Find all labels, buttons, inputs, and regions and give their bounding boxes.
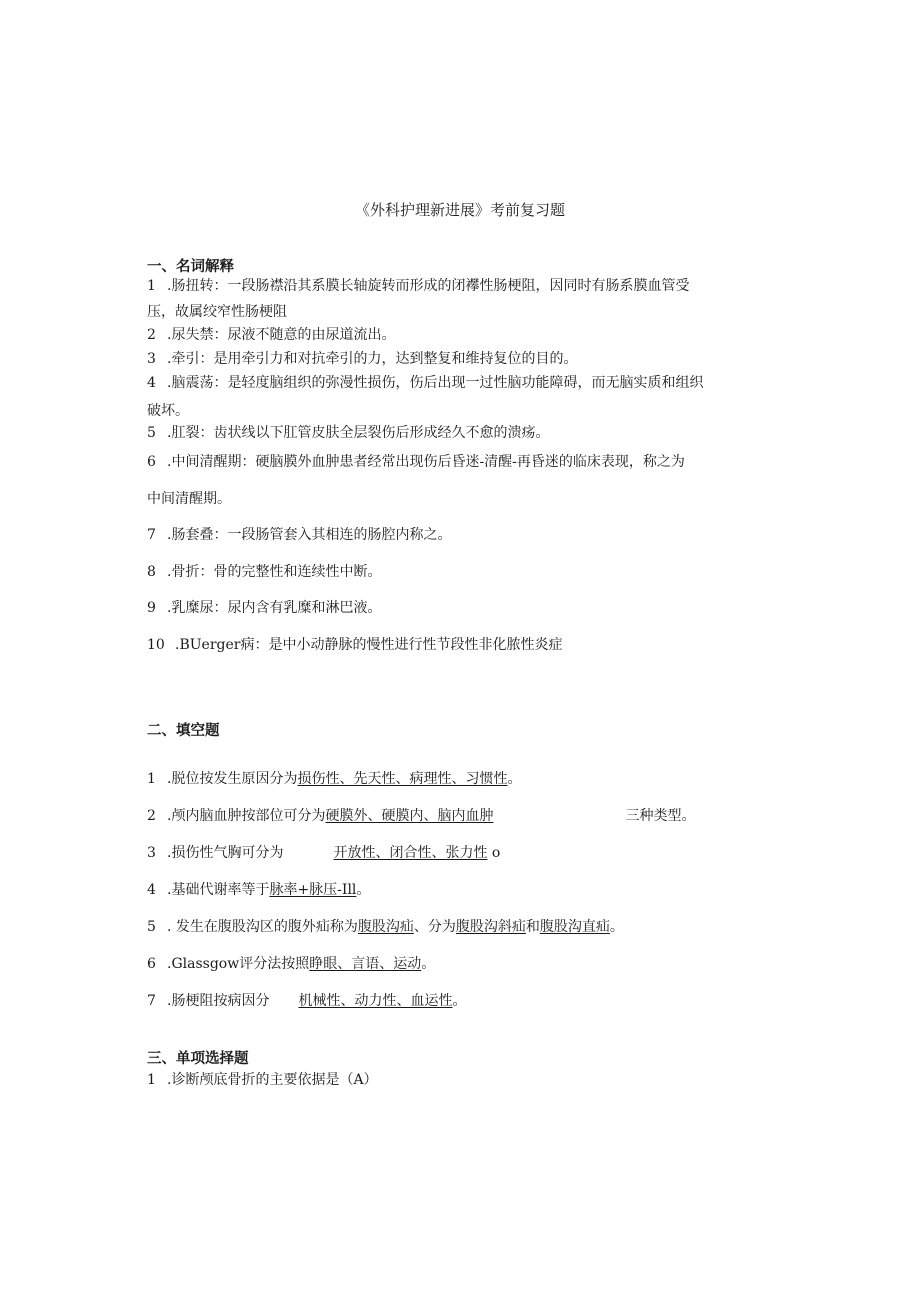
list-item (147, 275, 689, 297)
list-item (147, 879, 370, 901)
item-number: 9 (147, 600, 156, 616)
item-prompt: .基础代谢率等于 (167, 882, 270, 898)
item-answer: 腹股沟斜疝 (455, 919, 526, 935)
item-number: 5 (147, 425, 156, 441)
item-suffix: 。 (452, 993, 467, 1009)
item-answer: 腹股沟直疝 (539, 919, 610, 935)
list-item (147, 916, 624, 938)
document-title: 《外科护理新进展》考前复习题 (354, 201, 565, 219)
item-number: 1 (147, 278, 156, 294)
item-answer: 硬膜外、硬膜内、脑内血肿 (325, 808, 494, 824)
item-answer: 脉率+脉压-Ill (269, 882, 357, 898)
item-answer: 开放性、闭合性、张力性 (333, 845, 488, 861)
item-answer: 腹股沟疝 (357, 919, 414, 935)
item-text: .乳糜尿：尿内含有乳糜和淋巴液。 (167, 600, 382, 616)
item-text-continued: 压，故属绞窄性肠梗阻 (147, 304, 287, 320)
item-prompt: .颅内脑血肿按部位可分为 (167, 808, 326, 824)
item-text: .BUerger病：是中小动静脉的慢性进行性节段性非化脓性炎症 (175, 637, 563, 653)
item-number: 7 (147, 527, 156, 543)
list-item (147, 768, 521, 790)
item-number: 7 (147, 993, 156, 1009)
list-item (147, 451, 685, 473)
list-item (147, 1069, 378, 1091)
item-number: 3 (147, 351, 156, 367)
item-prompt: . 发生在腹股沟区的腹外疝称为 (167, 919, 358, 935)
item-prompt: .损伤性气胸可分为 (167, 845, 284, 861)
list-item (147, 372, 703, 394)
item-number: 5 (147, 919, 156, 935)
item-text: .肠扭转：一段肠襟沿其系膜长轴旋转而形成的闭襻性肠梗阻，因同时有肠系膜血管受 (167, 278, 690, 294)
item-text: .肠套叠：一段肠管套入其相连的肠腔内称之。 (167, 527, 452, 543)
section-heading-definitions: 一、名词解释 (147, 259, 234, 275)
item-number: 6 (147, 956, 156, 972)
item-number: 2 (147, 327, 156, 343)
list-item (147, 990, 466, 1012)
list-item (147, 634, 562, 656)
item-prompt: .Glassgow评分法按照 (167, 956, 310, 972)
list-item (147, 953, 435, 975)
item-text: .脑震荡：是轻度脑组织的弥漫性损伤，伤后出现一过性脑功能障碍，而无脑实质和组织 (167, 375, 704, 391)
item-number: 3 (147, 845, 156, 861)
item-number: 8 (147, 564, 156, 580)
item-suffix: 。 (507, 771, 522, 787)
list-item (147, 324, 395, 346)
item-text: .中间清醒期：硬脑膜外血肿患者经常出现伤后昏迷-清醒-再昏迷的临床表现，称之为 (167, 454, 685, 470)
item-text-continued: 破坏。 (147, 403, 189, 419)
item-text: .诊断颅底骨折的主要依据是（A） (167, 1072, 378, 1088)
list-item (147, 422, 549, 444)
item-prompt: .脱位按发生原因分为 (167, 771, 298, 787)
item-text: .尿失禁：尿液不随意的由尿道流出。 (167, 327, 396, 343)
item-suffix: 。 (609, 919, 624, 935)
item-text: .骨折：骨的完整性和连续性中断。 (167, 564, 382, 580)
item-number: 4 (147, 375, 156, 391)
item-suffix: 。 (356, 882, 371, 898)
item-connector: 、分为 (413, 919, 456, 935)
list-item (147, 842, 500, 864)
list-item (147, 524, 451, 546)
list-item (147, 805, 695, 827)
list-item (147, 561, 381, 583)
item-connector: 和 (525, 919, 540, 935)
list-item (147, 348, 577, 370)
section-heading-single-choice: 三、单项选择题 (147, 1051, 249, 1067)
item-text: .牵引：是用牵引力和对抗牵引的力，达到整复和维持复位的目的。 (167, 351, 578, 367)
item-prompt: .肠梗阻按病因分 (167, 993, 270, 1009)
item-number: 10 (147, 637, 165, 653)
item-suffix: o (487, 845, 501, 861)
item-number: 6 (147, 454, 156, 470)
item-number: 1 (147, 1072, 156, 1088)
item-number: 2 (147, 808, 156, 824)
item-answer: 睁眼、言语、运动 (309, 956, 422, 972)
item-suffix: 三种类型。 (625, 808, 696, 824)
section-heading-fill-blanks: 二、填空题 (147, 723, 220, 739)
item-text: .肛裂：齿状线以下肛管皮肤全层裂伤后形成经久不愈的溃疡。 (167, 425, 550, 441)
item-number: 4 (147, 882, 156, 898)
item-number: 1 (147, 771, 156, 787)
item-answer: 损伤性、先天性、病理性、习惯性 (297, 771, 508, 787)
item-answer: 机械性、动力性、血运性 (298, 993, 453, 1009)
list-item (147, 597, 381, 619)
item-suffix: 。 (421, 956, 436, 972)
item-text-continued: 中间清醒期。 (147, 491, 231, 507)
